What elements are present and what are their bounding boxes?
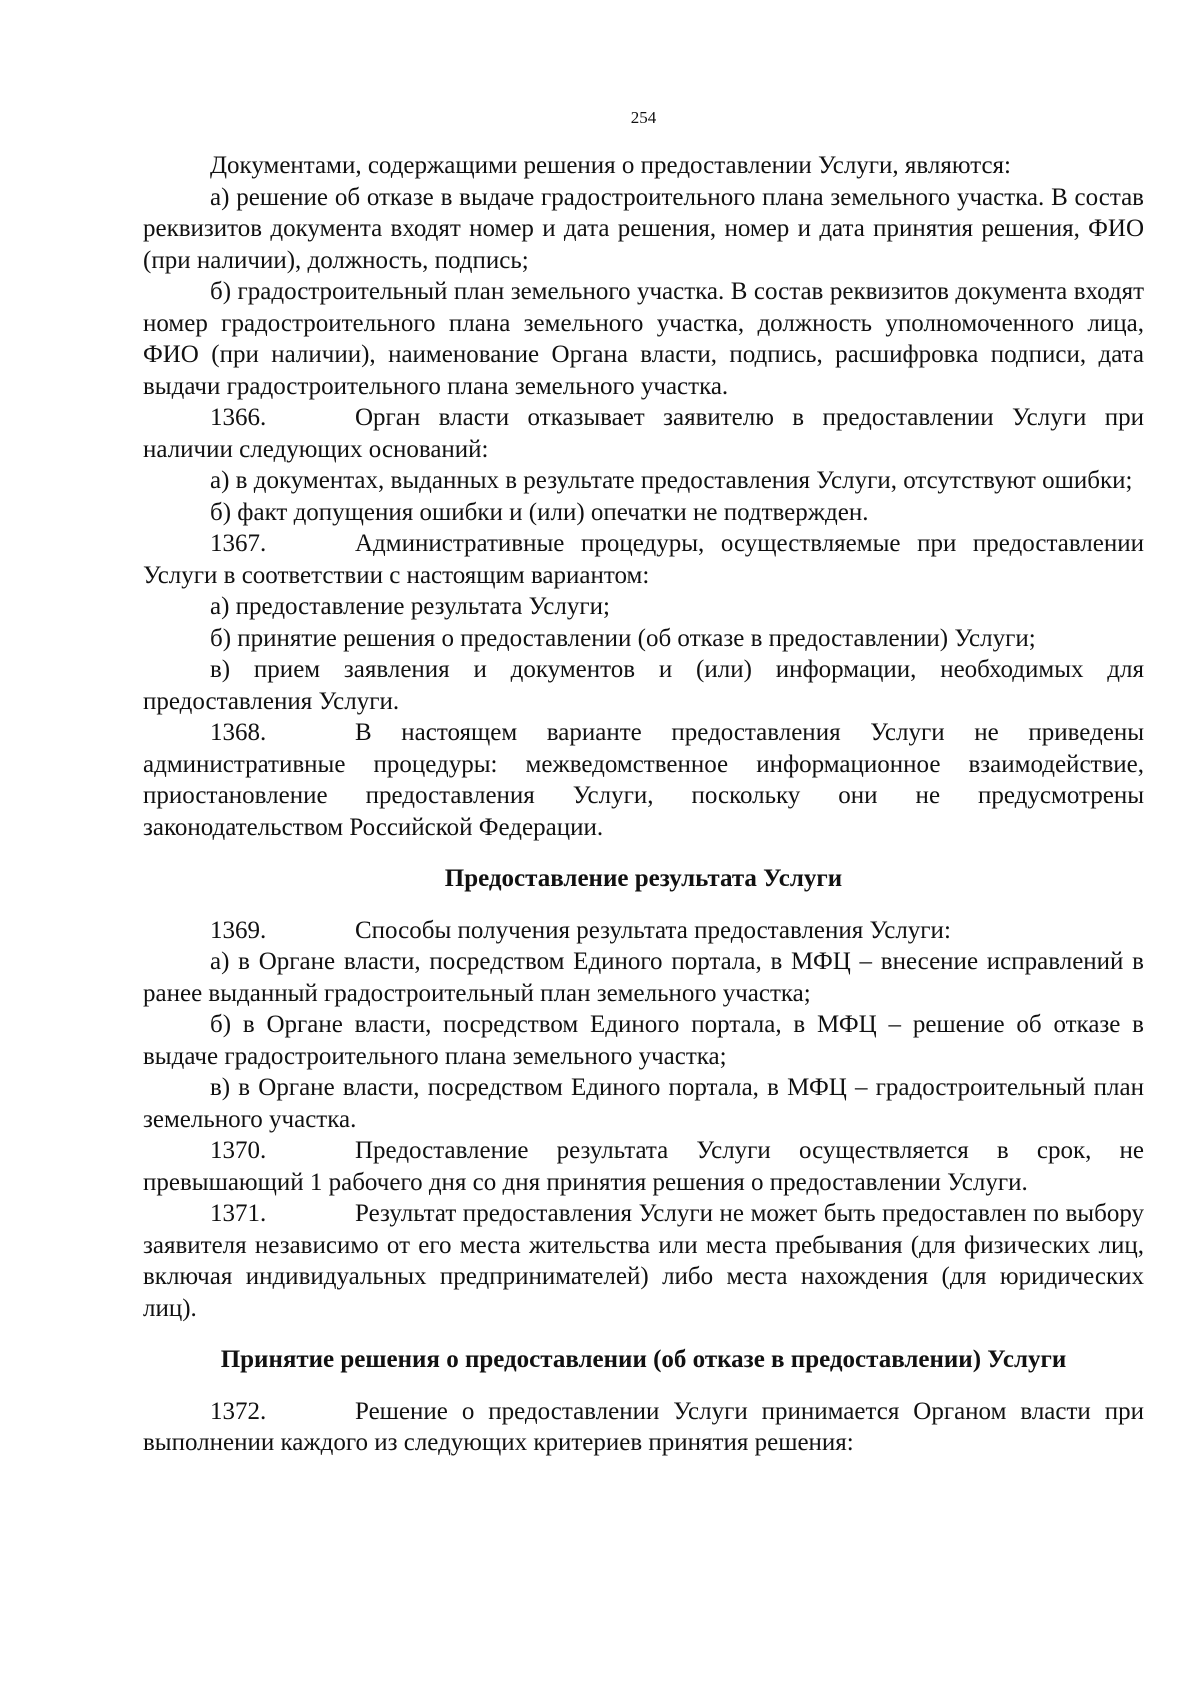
- clause-1368: [143, 717, 1144, 843]
- clause-1366: [143, 402, 1144, 465]
- list-item: а) в Органе власти, посредством Единого портала, в МФЦ – внесение исправлений в ранее выданный градостроительный план земельного участка;: [143, 948, 1144, 1007]
- clause-1372: [143, 1396, 1144, 1459]
- clause-1371: [143, 1198, 1144, 1324]
- list-item: а) в документах, выданных в результате предоставления Услуги, отсутствуют ошибки;: [210, 467, 1133, 494]
- clause-text: Административные процедуры, осуществляемые при предоставлении Услуги в соответствии с настоящим вариантом:: [143, 530, 1144, 589]
- page-number: 254: [630, 108, 657, 127]
- clause-number: 1369.: [210, 916, 267, 944]
- clause-number: 1366.: [210, 404, 267, 431]
- list-item: б) принятие решения о предоставлении (об отказе в предоставлении) Услуги;: [210, 624, 1036, 652]
- list-item: а) предоставление результата Услуги;: [210, 593, 610, 620]
- list-item: б) факт допущения ошибки и (или) опечатки не подтвержден.: [210, 498, 869, 526]
- paragraph-intro: Документами, содержащими решения о предоставлении Услуги, являются:: [210, 152, 1011, 179]
- paragraph-item-a: а) решение об отказе в выдаче градостроительного плана земельного участка. В состав реквизитов документа входят номер и дата решения, номер и дата принятия решения, ФИО (при наличии), должность, подпись;: [143, 183, 1144, 274]
- clause-text: Результат предоставления Услуги не может быть предоставлен по выбору заявителя независимо от его места жительства или места пребывания (для физических лиц, включая индивидуальных предпринимателей) либо места нахождения (для юридических лиц).: [143, 1200, 1144, 1322]
- list-item: в) в Органе власти, посредством Единого портала, в МФЦ – градостроительный план земельного участка.: [143, 1074, 1144, 1133]
- clause-1369: [143, 915, 1144, 947]
- clause-number: 1372.: [210, 1397, 267, 1425]
- clause-text: Решение о предоставлении Услуги принимается Органом власти при выполнении каждого из следующих критериев принятия решения:: [143, 1397, 1144, 1456]
- clause-text: Орган власти отказывает заявителю в предоставлении Услуги при наличии следующих оснований:: [143, 404, 1144, 463]
- paragraph-item-b: б) градостроительный план земельного участка. В состав реквизитов документа входят номер градостроительного плана земельного участка, должность уполномоченного лица, ФИО (при наличии), наименование Органа власти, подпись, расшифровка подписи, дата выдачи градостроительного плана земельного участка.: [143, 278, 1144, 400]
- section-heading-result: Предоставление результата Услуги: [444, 865, 843, 892]
- clause-1370: [143, 1135, 1144, 1198]
- document-page: [143, 108, 1144, 1459]
- clause-text: Способы получения результата предоставления Услуги:: [355, 916, 951, 944]
- clause-number: 1370.: [210, 1137, 267, 1164]
- clause-text: В настоящем варианте предоставления Услуги не приведены административные процедуры: межведомственное информационное взаимодействие, приостановление предоставления Услуги, поскольку они не предусмотрены законодательством Российской Федерации.: [143, 719, 1144, 841]
- list-item: в) прием заявления и документов и (или) информации, необходимых для предоставления Услуги.: [143, 656, 1144, 715]
- list-item: б) в Органе власти, посредством Единого портала, в МФЦ – решение об отказе в выдаче градостроительного плана земельного участка;: [143, 1011, 1144, 1070]
- clause-number: 1371.: [210, 1200, 267, 1227]
- clause-number: 1368.: [210, 719, 267, 746]
- clause-number: 1367.: [210, 530, 267, 557]
- clause-1367: [143, 528, 1144, 591]
- section-heading-decision: Принятие решения о предоставлении (об отказе в предоставлении) Услуги: [220, 1346, 1067, 1373]
- clause-text: Предоставление результата Услуги осуществляется в срок, не превышающий 1 рабочего дня со дня принятия решения о предоставлении Услуги.: [143, 1137, 1144, 1196]
